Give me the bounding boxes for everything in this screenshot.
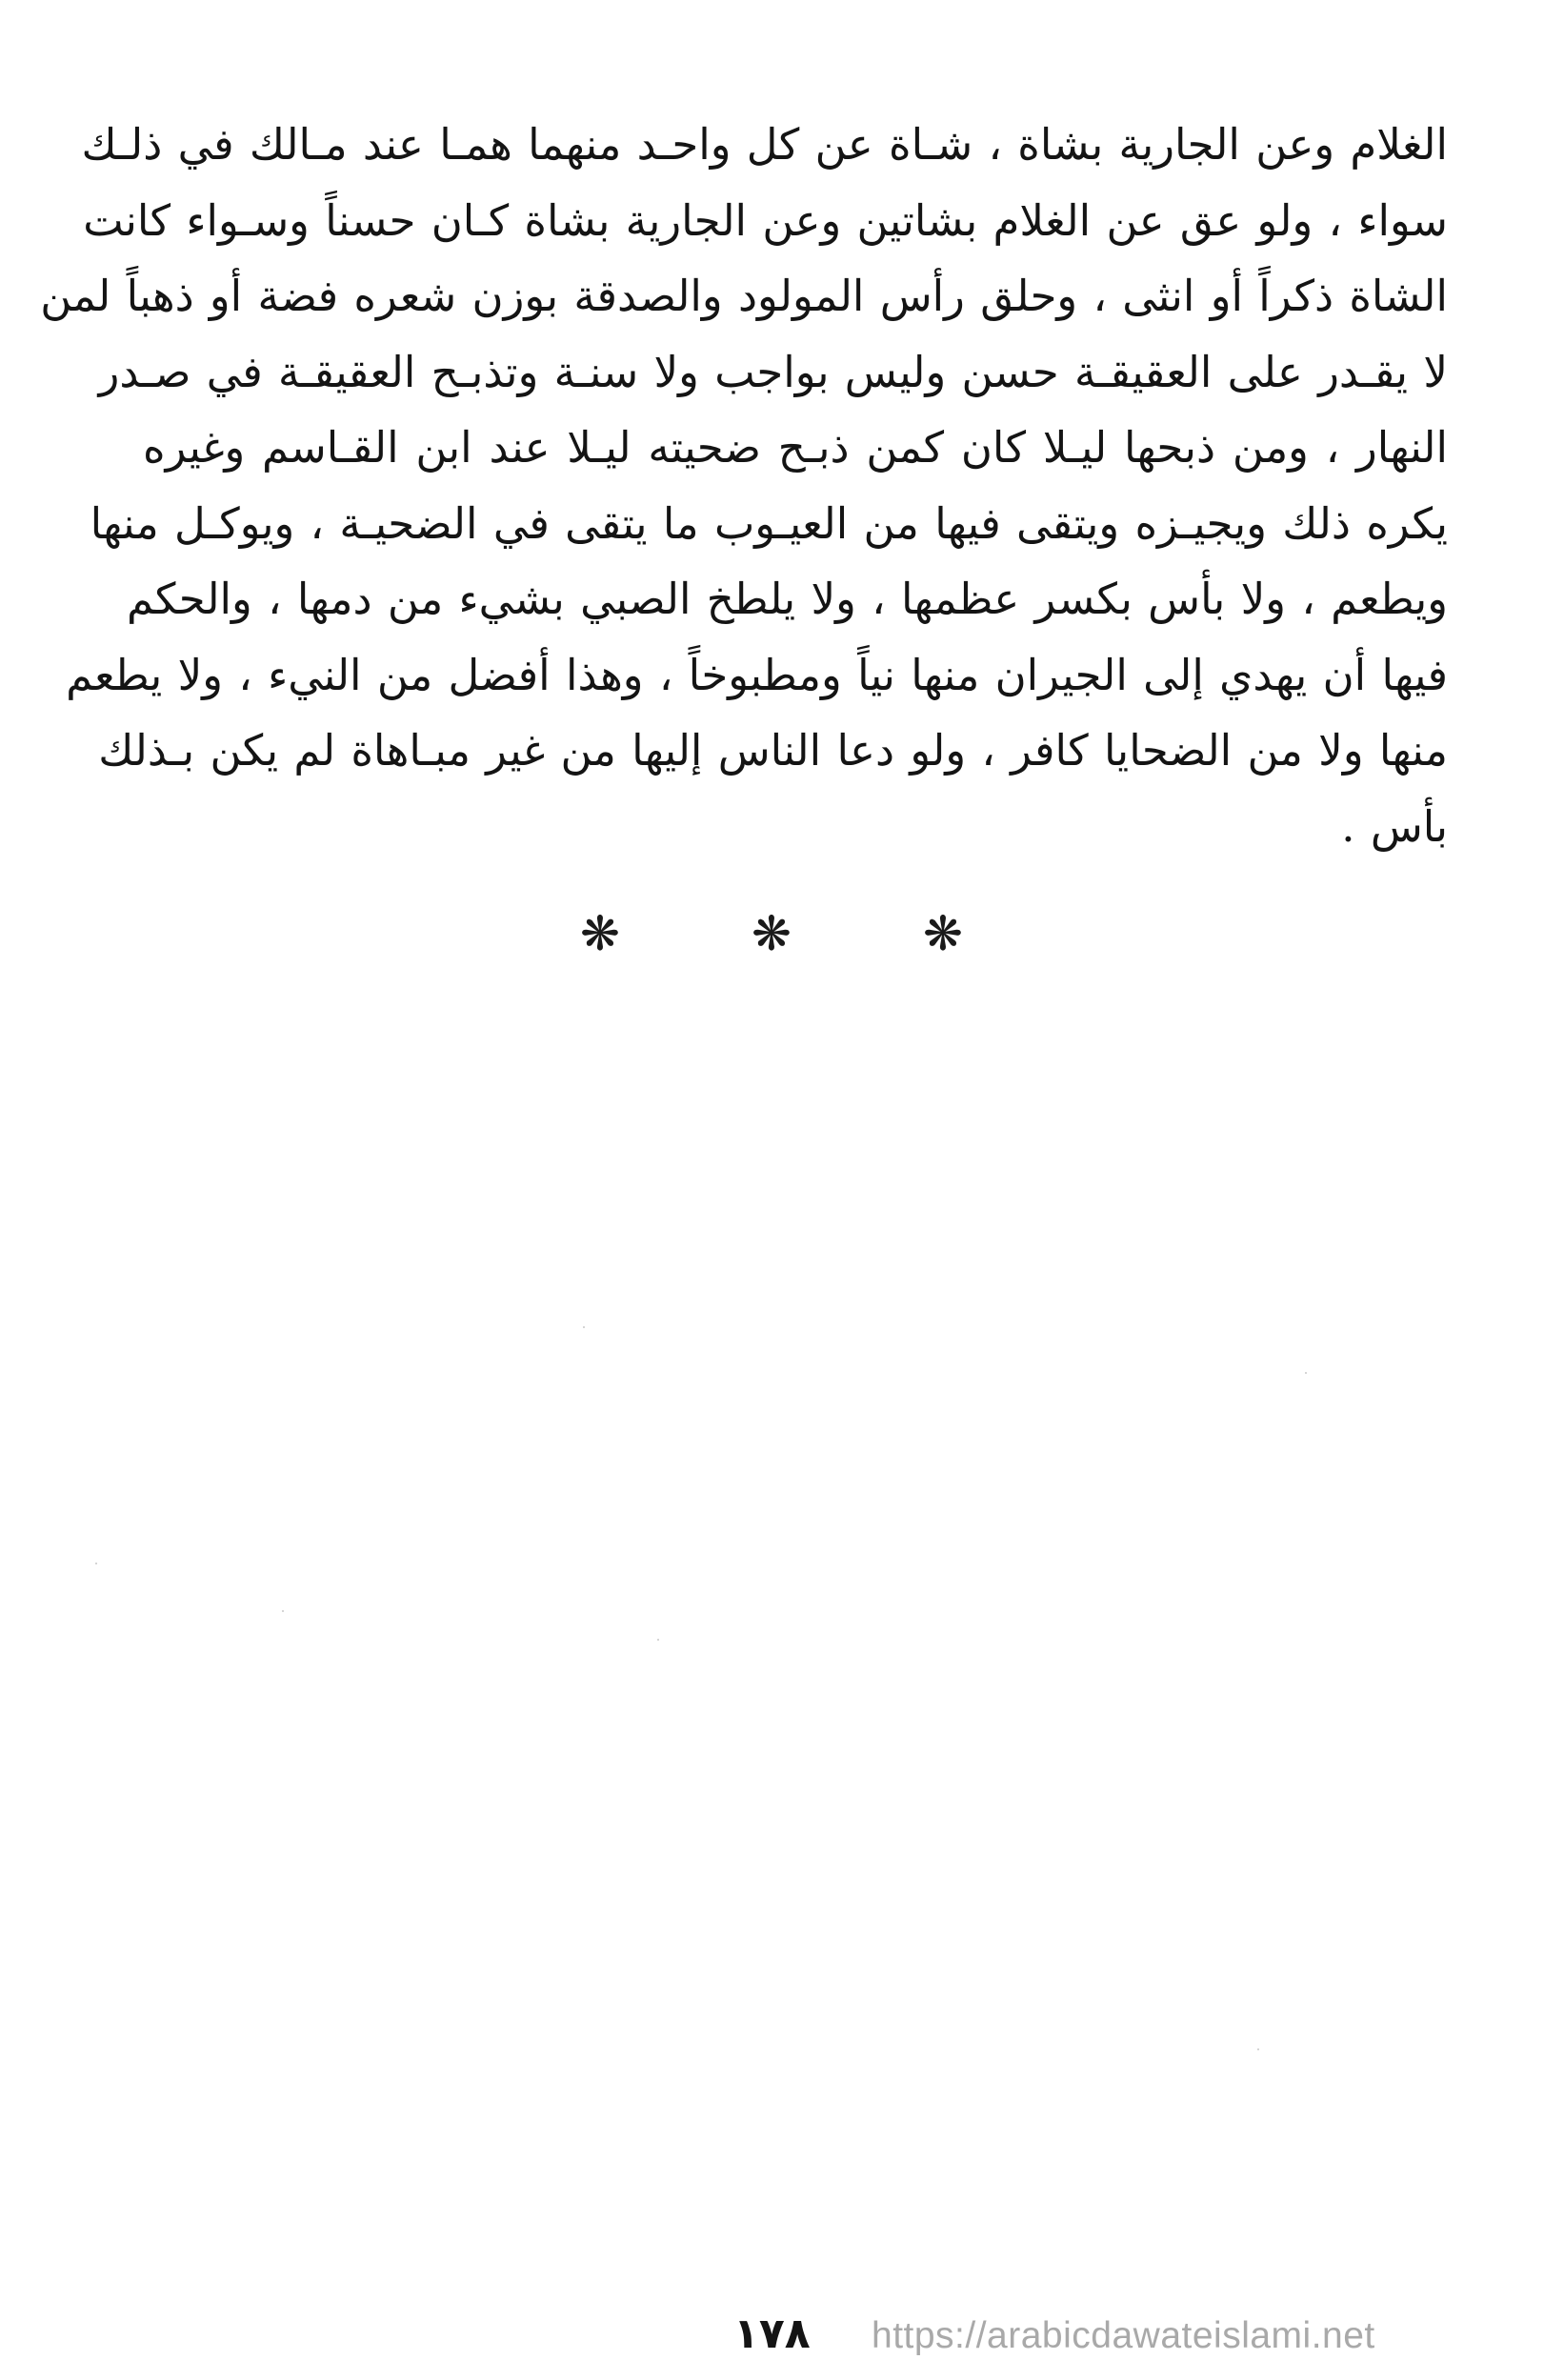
scan-speck — [657, 1639, 659, 1641]
scan-speck — [1305, 1372, 1307, 1374]
text-line: لا يقـدر على العقيقـة حسن وليس بواجب ولا سنـة وتذبـح العقيقـة في صـدر — [98, 346, 1448, 397]
asterisk-ornament-icon: ❋ — [752, 906, 792, 961]
text-line: الشاة ذكراً أو انثى ، وحلق رأس المولود والصدقة بوزن شعره فضة أو ذهباً لمن — [40, 271, 1448, 321]
watermark-url: https://arabicdawateislami.net — [872, 2315, 1375, 2356]
text-line-last: بأس . — [1341, 800, 1448, 852]
body-text — [40, 107, 1448, 864]
text-line: سواء ، ولو عق عن الغلام بشاتين وعن الجارية بشاة كـان حسناً وسـواء كانت — [83, 194, 1448, 246]
text-line: ويطعم ، ولا بأس بكسر عظمها ، ولا يلطخ الصبي بشيء من دمها ، والحكم — [127, 574, 1448, 624]
text-line: منها ولا من الضحايا كافر ، ولو دعا الناس إليها من غير مبـاهاة لم يكن بـذلك — [98, 725, 1448, 776]
section-separator — [571, 906, 972, 961]
text-line: فيها أن يهدي إلى الجيران منها نياً ومطبوخاً ، وهذا أفضل من النيء ، ولا يطعم — [66, 649, 1448, 700]
page-number: ١٧٨ — [733, 2309, 811, 2358]
asterisk-ornament-icon: ❋ — [923, 906, 963, 961]
asterisk-ornament-icon: ❋ — [580, 906, 620, 961]
scan-speck — [1257, 2048, 1259, 2050]
scan-speck — [95, 1563, 97, 1564]
scan-speck — [583, 1326, 585, 1328]
scan-speck — [282, 1610, 284, 1612]
text-line: الغلام وعن الجارية بشاة ، شـاة عن كل واحـد منهما همـا عند مـالك في ذلـك — [81, 119, 1448, 170]
text-line: النهار ، ومن ذبحها ليـلا كان كمن ذبـح ضحيته ليـلا عند ابن القـاسم وغيره — [143, 422, 1448, 473]
text-line: يكره ذلك ويجيـزه ويتقى فيها من العيـوب ما يتقى في الضحيـة ، ويوكـل منها — [90, 497, 1448, 549]
page-footer — [733, 2310, 1495, 2368]
